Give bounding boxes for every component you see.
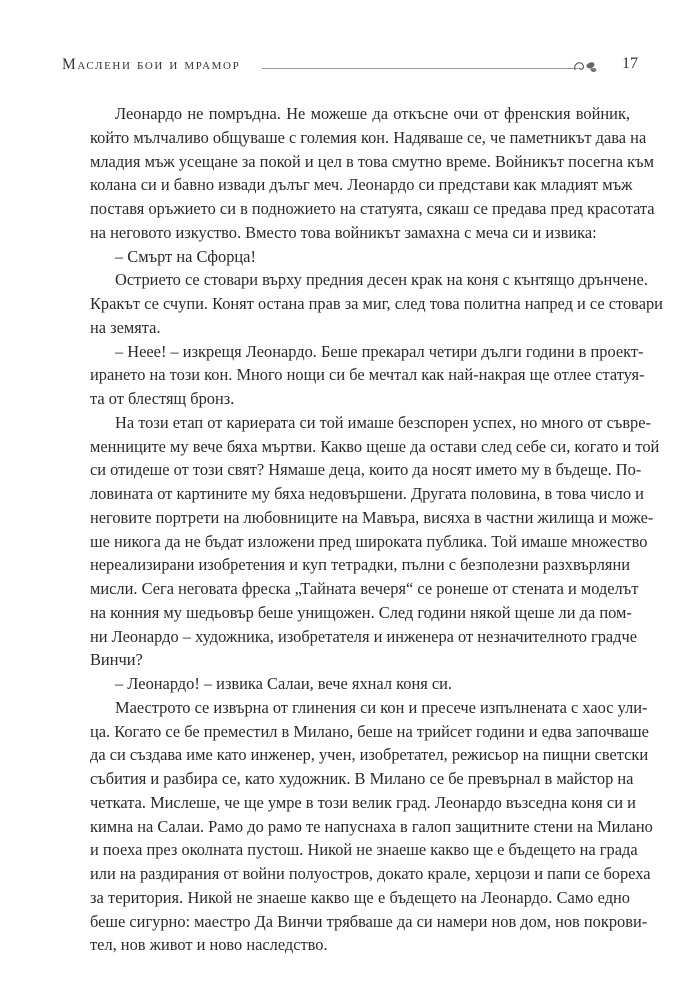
body-text bbox=[90, 102, 663, 957]
text-line: ирането на този кон. Много нощи си бе мечтал как най-накрая ще отлее статуя- bbox=[90, 365, 645, 385]
text-line: – Смърт на Сфорца! bbox=[115, 246, 256, 266]
text-line: колана си и бавно извади дълъг меч. Леонардо си представи как младият мъж bbox=[90, 175, 633, 195]
text-line: на земята. bbox=[90, 317, 161, 337]
text-line: – Неее! – изкрещя Леонардо. Беше прекарал четири дълги години в проект- bbox=[115, 341, 644, 361]
text-line: ца. Когато се бе преместил в Милано, беше на трийсет години и едва започваше bbox=[90, 721, 649, 741]
text-line: неговите портрети на любовниците на Мавъра, висяха в частни жилища и може- bbox=[90, 507, 654, 527]
text-line: Маестрото се извърна от глинения си кон и пресече изпълнената с хаос ули- bbox=[115, 697, 648, 717]
text-line: си отидеше от този свят? Нямаше деца, които да носят името му в бъдеще. По- bbox=[90, 460, 642, 480]
text-line: Острието се стовари върху предния десен крак на коня с кънтящо дрънчене. bbox=[115, 270, 648, 290]
text-line: Винчи? bbox=[90, 650, 143, 670]
text-line: поставя оръжието си в подножието на статуята, сякаш се предава пред красотата bbox=[90, 199, 655, 218]
text-line: мисли. Сега неговата фреска „Тайната вечеря“ се ронеше от стената и моделът bbox=[90, 579, 639, 598]
text-line: ни Леонардо – художника, изобретателя и инженера от незначителното градче bbox=[90, 626, 638, 646]
text-line: менниците му вече бяха мъртви. Какво щеше да остави след себе си, когато и той bbox=[90, 436, 660, 456]
text-line: на неговото изкуство. Вместо това войникът замахна с меча си и извика: bbox=[90, 222, 597, 242]
flourish-ornament-icon bbox=[572, 54, 602, 76]
text-line: на конния му шедьовър беше унищожен. След години някой щеше ли да пом- bbox=[90, 602, 632, 622]
text-line: кимна на Салаи. Рамо до рамо те напуснаха в галоп защитните стени на Милано bbox=[90, 816, 653, 836]
text-line: Кракът се счупи. Конят остана прав за миг, след това политна напред и се стовари bbox=[90, 294, 663, 313]
text-line: На този етап от кариерата си той имаше безспорен успех, но много от съвре- bbox=[115, 412, 651, 432]
text-line: събития и разбира се, като художник. В Милано се бе превърнал в майстор на bbox=[90, 769, 634, 788]
text-line: който мълчаливо общуваше с големия кон. Надяваше се, че паметникът дава на bbox=[90, 127, 647, 147]
text-line: Леонардо не помръдна. Не можеше да откъсне очи от френския войник, bbox=[115, 104, 630, 123]
text-line: за територия. Никой не знаеше какво ще е бъдещето на Леонардо. Само едно bbox=[90, 887, 630, 907]
running-title: Маслени бои и мрамор bbox=[62, 56, 241, 73]
header-rule bbox=[262, 68, 578, 69]
page-number: 17 bbox=[622, 55, 638, 72]
text-line: ше никога да не бъдат изложени пред широката публика. Той имаше множество bbox=[90, 531, 648, 551]
running-header bbox=[62, 52, 638, 82]
text-line: младия мъж усещане за покой и цел в това смутно време. Войникът посегна към bbox=[90, 151, 654, 171]
text-line: четката. Мислеше, че ще умре в този велик град. Леонардо възседна коня си и bbox=[90, 792, 636, 812]
text-line: ловината от картините му бяха недовършени. Другата половина, в това число и bbox=[90, 484, 644, 503]
text-line: и поеха през околната пустош. Никой не знаеше какво ще е бъдещето на града bbox=[90, 840, 638, 860]
text-line: да си създава име като инженер, учен, изобретател, режисьор на пищни светски bbox=[90, 745, 649, 765]
text-line: или на раздирания от войни полуостров, докато крале, херцози и папи се бореха bbox=[90, 864, 651, 883]
text-line: тел, нов живот и ново наследство. bbox=[90, 935, 328, 955]
text-line: та от блестящ бронз. bbox=[90, 389, 235, 408]
text-line: нереализирани изобретения и куп тетрадки, пълни с безполезни разхвърляни bbox=[90, 555, 630, 575]
text-line: – Леонардо! – извика Салаи, вече яхнал коня си. bbox=[115, 674, 452, 693]
text-line: беше сигурно: маестро Да Винчи трябваше да си намери нов дом, нов покрови- bbox=[90, 911, 648, 931]
